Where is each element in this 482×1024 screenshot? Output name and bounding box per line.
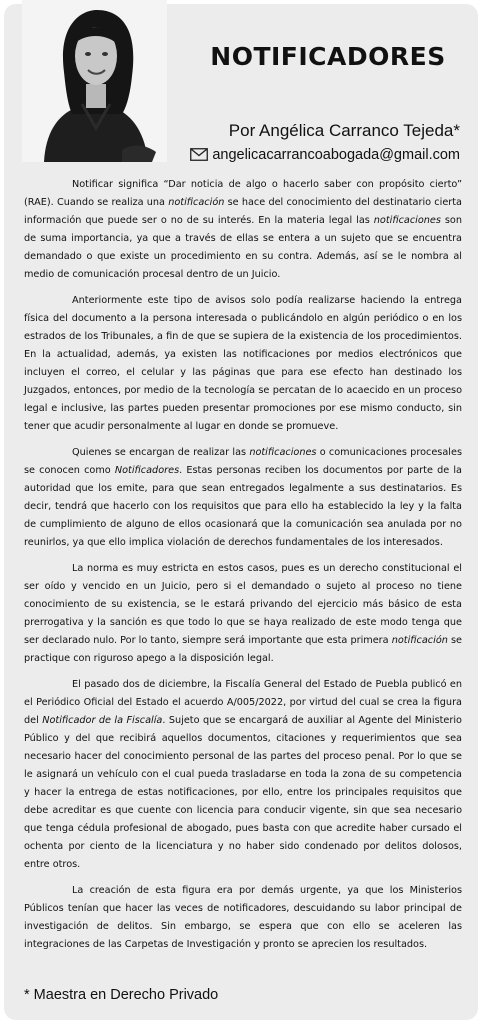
author-email[interactable]: angelicacarrancoabogada@gmail.com: [212, 147, 460, 163]
text-run: Quienes se encargan de realizar las: [72, 447, 250, 458]
text-run: . Estas personas reciben los documentos por parte de la autoridad que los emite, para que sean entregados legalmente a sus destinatarios. Es decir, tendrá que hacerlo con los requisitos que para ello ha establecido la ley y la falta de cumplimiento de alguno de ellos ocasionará que la comunicación sea anulada por no reunirlos, ya que ello implica violación de derechos fundamentales de los interesados.: [24, 465, 462, 548]
paragraph-3: [24, 444, 462, 552]
paragraph-6: La creación de esta figura era por demás urgente, ya que los Ministerios Públicos tenían que hacer las veces de notificadores, descuidando su labor principal de investigación de delitos. Sin embargo, se espera que con ello se aceleren las integraciones de las Carpetas de Investigación y pronto se aprecien los resultados.: [24, 885, 462, 950]
article-body: [24, 176, 462, 962]
author-footnote: * Maestra en Derecho Privado: [24, 987, 219, 1003]
paragraph-2: Anteriormente este tipo de avisos solo podía realizarse haciendo la entrega física del documento a la persona interesada o publicándolo en algún periódico o en los estrados de los Tribunales, a fin de que se supiera de la existencia de los procedimientos. En la actualidad, además, ya existen las notificaciones por medios electrónicos que incluyen el correo, el celular y las páginas que para ese efecto han destinado los Juzgados, entonces, por medio de la tecnología se percatan de lo acaecido en un proceso legal e inclusive, las partes pueden presentar promociones por ese mismo conducto, sin tener que acudir personalmente al lugar en donde se promueve.: [24, 295, 462, 432]
italic-term: notificación: [391, 635, 448, 646]
text-run: El pasado dos de diciembre, la Fiscalía General del Estado de Puebla publicó en el Periódico Oficial del Estado el acuerdo A/005/2022, por virtud del cual se crea la figura del: [24, 679, 462, 726]
author-photo: [22, 0, 167, 162]
paragraph-4: [24, 560, 462, 668]
author-email-row: [170, 147, 460, 163]
paragraph-5: [24, 676, 462, 874]
italic-term: notificaciones: [249, 447, 317, 458]
text-run: Notificar significa “Dar noticia de algo o hacerlo saber con propósito cierto” (RAE). Cuando se realiza una: [24, 179, 462, 208]
italic-term: notificación: [168, 197, 225, 208]
text-run: se practique con riguroso apego a la disposición legal.: [24, 635, 463, 664]
italic-term: Notificador de la Fiscalía: [42, 715, 163, 726]
paragraph-1: [24, 176, 462, 284]
envelope-icon: [190, 148, 208, 161]
author-byline: Por Angélica Carranco Tejeda*: [228, 121, 460, 140]
italic-term: notificaciones: [373, 215, 441, 226]
italic-term: Notificadores: [114, 465, 180, 476]
article-title: NOTIFICADORES: [210, 42, 446, 71]
text-run: . Sujeto que se encargará de auxiliar al Agente del Ministerio Público y del que recibirá aquellos documentos, citaciones y requerimientos que sea necesario hacer del conocimiento personal de las partes del proceso penal. Por lo que se le asignará un vehículo con el cual pueda trasladarse en toda la zona de su competencia y hacer la entrega de estas notificaciones, por ello, entre los principales requisitos que debe acreditar es que cuente con licencia para conducir vigente, sin que sea necesario que tenga cédula profesional de abogado, pues basta con que acredite haber cursado el ochenta por ciento de la licenciatura y no haber sido condenado por delitos dolosos, entre otros.: [24, 715, 462, 870]
text-run: o comunicaciones procesales se conocen como: [24, 447, 462, 476]
text-run: son de suma importancia, ya que a través de ellas se entera a un sujeto que se encuentra demandado o que existe un procedimiento en su contra. Además, así se le nombra al medio de comunicación procesal dentro de un Juicio.: [24, 215, 462, 280]
text-run: se hace del conocimiento del destinatario cierta información que puede ser o no de su interés. En la materia legal las: [24, 197, 462, 226]
text-run: La norma es muy estricta en estos casos, pues es un derecho constitucional el ser oído y vencido en un Juicio, pero si el demandado o sujeto al proceso no tiene conocimiento de su existencia, se le estará privando del ejercicio más básico de esta prerrogativa y la sanción es que todo lo que se haya realizado de este modo tenga que ser declarado nulo. Por lo tanto, siempre será importante que esta primera: [24, 563, 462, 646]
